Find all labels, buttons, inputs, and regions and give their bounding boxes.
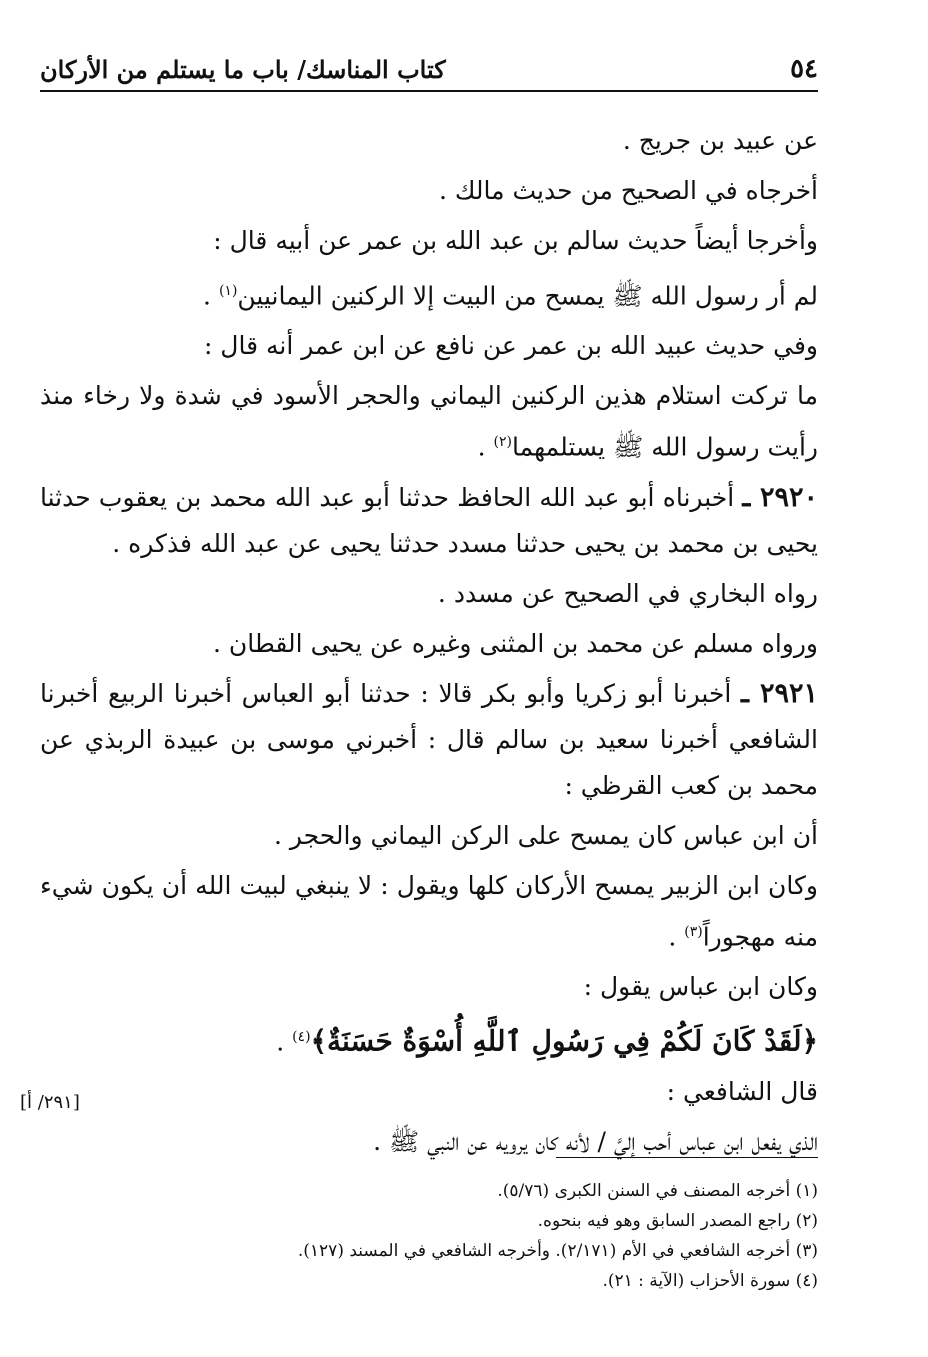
paragraph: أن ابن عباس كان يمسح على الركن اليماني والحجر . [273,820,818,850]
quran-verse [40,1014,818,1065]
footnote-marker: (٣) [684,923,703,940]
footnote-marker: (٢) [493,434,513,451]
footnotes [40,1176,818,1296]
hadith-text: أخبرنا أبو زكريا وأبو بكر قالا : حدثنا أبو العباس أخبرنا الربيع أخبرنا الشافعي أخبرنا سعيد بن سالم قال : أخبرني موسى بن عبيدة الربذي عن محمد بن كعب القرظي : [40,678,818,800]
main-text [40,118,818,1169]
page-header [40,50,818,92]
hadith-2921 [40,671,818,809]
hadith-text: أخبرناه أبو عبد الله الحافظ حدثنا أبو عبد الله محمد بن يعقوب حدثنا يحيى بن محمد بن يحيى حدثنا مسدد حدثنا يحيى عن عبد الله فذكره . [40,482,818,558]
paragraph: وكان ابن عباس يقول : [583,971,818,1001]
paragraph: الذي يفعل ابن عباس أحب إليَّ / لأنه كان يرويه عن النبي ﷺ . [373,1127,818,1157]
hadith-number: ٢٩٢١ ـ [740,677,818,709]
paragraph-end: . [668,921,685,951]
paragraph-text: ما تركت استلام هذين الركنين اليماني والحجر الأسود في شدة ولا رخاء منذ رأيت رسول الله ﷺ يستلمهما [40,381,818,462]
paragraph-end: . [477,432,494,462]
paragraph-end: . [203,281,219,311]
footnote-marker: (١) [218,283,238,299]
footnote: (١) أخرجه المصنف في السنن الكبرى (٥/٧٦). [497,1181,818,1201]
paragraph: قال الشافعي : [666,1077,818,1107]
hadith-number: ٢٩٢٠ ـ [742,481,819,513]
paragraph-text: وكان ابن الزبير يمسح الأركان كلها ويقول : لا ينبغي لبيت الله أن يكون شيء منه مهجوراً [40,870,818,951]
paragraph: عن عبيد بن جريج . [622,126,818,155]
footnote: (٣) أخرجه الشافعي في الأم (٢/١٧١). وأخرجه الشافعي في المسند (١٢٧). [297,1241,818,1261]
paragraph: أخرجاه في الصحيح من حديث مالك . [438,176,818,205]
footnote-marker: (٤) [292,1028,311,1045]
running-title: كتاب المناسك/ باب ما يستلم من الأركان [40,55,446,84]
paragraph: ورواه مسلم عن محمد بن المثنى وغيره عن يحيى القطان . [213,628,818,658]
quran-text: ﴿لَقَدْ كَانَ لَكُمْ فِي رَسُولِ ٱللَّهِ أُسْوَةٌ حَسَنَةٌ﴾ [310,1024,818,1058]
paragraph [40,373,818,470]
manuscript-folio-ref: [٢٩١/ أ] [20,1092,80,1113]
hadith-2920 [40,475,818,567]
paragraph [40,863,818,960]
footnote: (٢) راجع المصدر السابق وهو فيه بنحوه. [537,1211,818,1231]
footnote: (٤) سورة الأحزاب (الآية : ٢١). [602,1271,818,1291]
paragraph: رواه البخاري في الصحيح عن مسدد . [437,578,818,608]
paragraph-end: . [276,1027,293,1057]
paragraph: وفي حديث عبيد الله بن عمر عن نافع عن ابن عمر أنه قال : [203,331,818,361]
paragraph-text: لم أر رسول الله ﷺ يمسح من البيت إلا الركنين اليمانيين [237,281,818,311]
page-number: ٥٤ [790,54,818,84]
footnote-divider [556,1157,818,1158]
paragraph [40,268,818,319]
paragraph: وأخرجا أيضاً حديث سالم بن عبد الله بن عمر عن أبيه قال : [213,226,818,255]
